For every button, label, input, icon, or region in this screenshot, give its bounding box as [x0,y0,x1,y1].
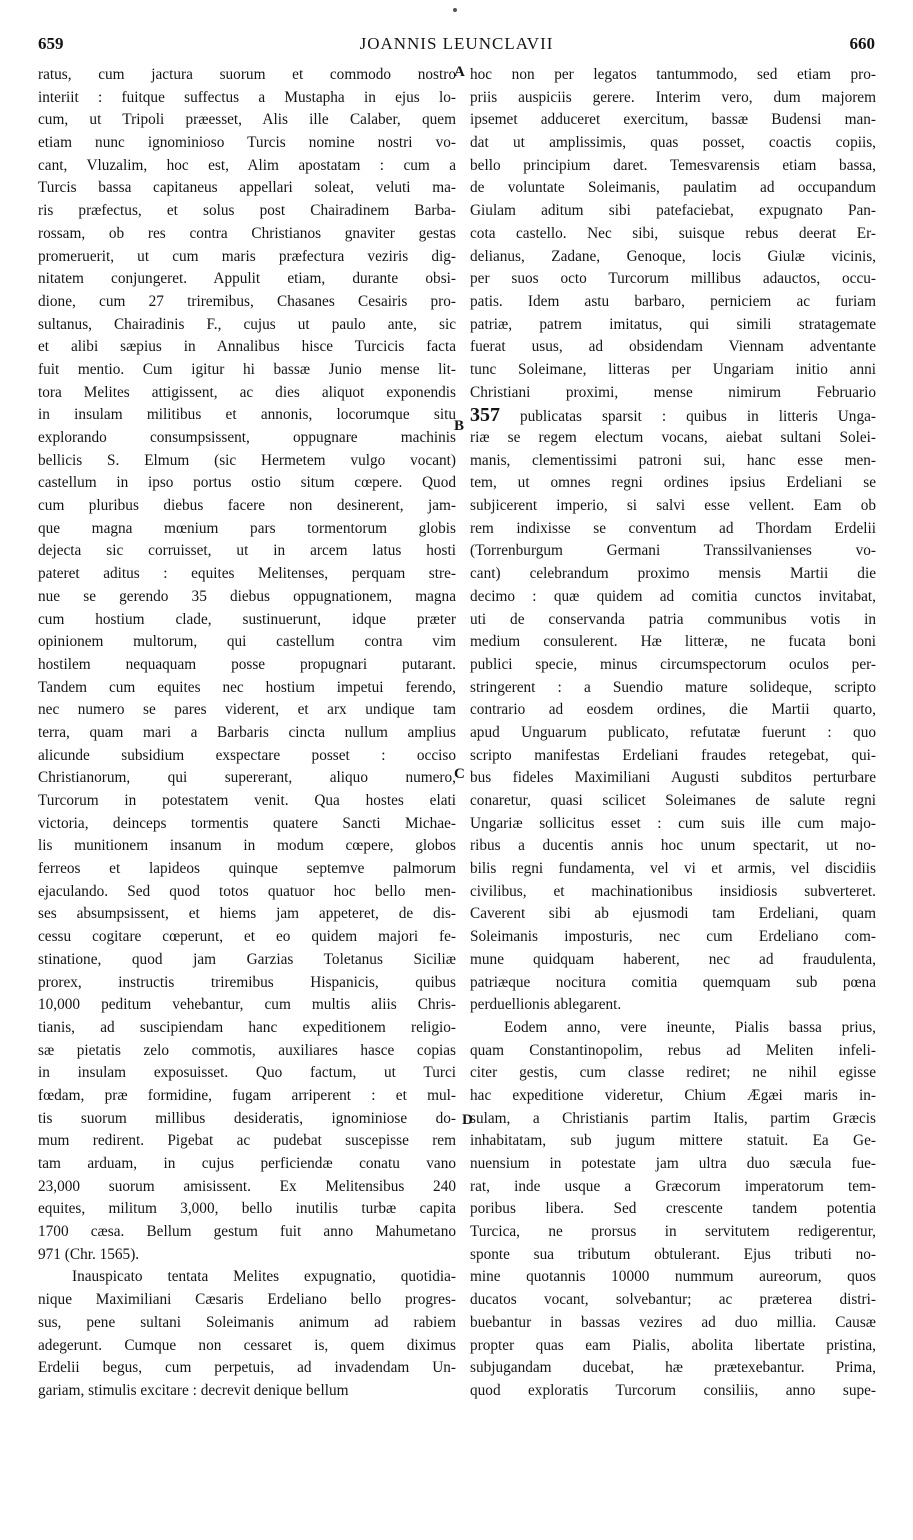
text-line: tem, ut omnes regni ordines ipsius Erdeliani se [470,474,876,492]
margin-letter-a: A [454,64,465,80]
text-line: dione, cum 27 triremibus, Chasanes Cesairis pro- [38,292,456,310]
text-line: cum, ut Tripoli præesset, Alis ille Calaber, quem [38,111,456,129]
text-line: in insulam exposuisset. Quo factum, ut Turci [38,1064,456,1082]
text-line: adegerunt. Cumque non cessaret is, quem diximus [38,1336,456,1354]
text-line: stinatione, quod jam Garzias Toletanus Siciliæ [38,950,456,968]
text-line: 23,000 suorum amisissent. Ex Melitensibus 240 [38,1177,456,1195]
text-line: Turcica, ne prorsus in servitutem redigerentur, [470,1223,876,1241]
text-line: citer gestis, cum classe rediret; ne nihil egisse [470,1064,876,1082]
text-line: equites, militum 3,000, bello inutilis turbæ capita [38,1200,456,1218]
text-line: subjugandam ducebat, hæ prætexebantur. Prima, [470,1359,876,1377]
text-line: patis. Idem astu barbaro, perniciem ac furiam [470,292,876,310]
text-line: cum pluribus diebus facere non desinerent, jam- [38,497,456,515]
text-line: nue se gerendo 35 diebus oppugnationem, magna [38,587,456,605]
text-line: publici specie, minus circumspectorum oculos per- [470,655,876,673]
text-line: perduellionis ablegarent. [470,996,622,1014]
page-header [0,34,913,58]
margin-letter-c: C [454,766,465,782]
margin-letter-b: B [454,418,465,434]
text-line: hac expeditione videretur, Chium Ægæi maris in- [470,1086,876,1104]
text-line: Soleimanis imposturis, nec cum Erdeliano com- [470,928,876,946]
text-line: de voluntate Soleimanis, paulatim ad occupandum [470,179,876,197]
text-line: inhabitatam, sub jugum mittere statuit. Ea Ge- [470,1132,876,1150]
text-line: civilibus, et machinationibus insidiosis subverteret. [470,882,876,900]
text-line: victoria, deinceps tormentis quatere Sancti Michae- [38,814,456,832]
text-line: Erdelii begus, cum perpetuis, ad invadendam Un- [38,1359,456,1377]
text-line: bus fideles Maximiliani Augusti subditos perturbare [470,769,876,787]
text-line: opinionem multorum, qui castellum contra vim [38,633,456,651]
text-line: stringerent : a Suendio mature solideque, scripto [470,678,876,696]
text-line: tunc Soleimane, litteras per Ungariam initio anni [470,360,876,378]
text-line: sponte sua tributum obtulerant. Ejus tributi no- [470,1245,876,1263]
text-line: castellum in ipso portus ostio situm cœpere. Quod [38,474,456,492]
text-line: Giulam aditum sibi patefaciebat, expugnato Pan- [470,202,876,220]
text-line: 971 (Chr. 1565). [38,1245,140,1263]
text-line: explorando consumpsissent, oppugnare machinis [38,429,456,446]
text-line: tianis, ad suscipiendam hanc expeditionem religio- [38,1018,456,1036]
text-line: poribus libera. Sed crescente tandem potentia [470,1200,876,1218]
text-line: rat, inde usque a Græcorum imperatorum tem- [470,1177,876,1195]
text-line: cant, Vluzalim, hoc est, Alim apostatam : cum a [38,156,456,174]
text-line: nitatem conjungeret. Appulit etiam, durante obsi- [38,270,456,288]
text-line: uti de conservanda patria communibus votis in [470,610,876,628]
text-line: quod exploratis Turcorum consiliis, anno supe- [470,1381,876,1399]
text-line: sus, pene sultani Soleimanis animum ad rabiem [38,1313,456,1331]
text-line: ris præfectus, et solus post Chairadinem Barba- [38,202,456,220]
text-line: gariam, stimulis excitare : decrevit denique bellum [38,1381,349,1399]
text-line: lis munitionem insanum in modum cœpere, globos [38,837,456,855]
left-column [38,64,456,1403]
margin-letter-d: D [462,1112,473,1128]
text-line: mum redirent. Pigebat ac pudebat suscepisse rem [38,1132,456,1150]
text-line: 1700 cæsa. Bellum gestum fuit anno Mahumetano [38,1223,456,1241]
text-line: quam Constantinopolim, rebus ad Meliten infeli- [470,1041,876,1059]
page-number-left: 659 [38,34,64,53]
text-line: riæ se regem electum vocans, aiebat sultani Solei- [470,429,876,446]
text-line: per suos octo Turcorum millibus adauctos, occu- [470,270,876,288]
text-line: que magna mœnium pars tormentorum globis [38,519,456,537]
text-line: subjicerent imperio, si salvi esse vellent. Eam ob [470,497,876,515]
text-line: rossam, ob res contra Christianos gnaviter gestas [38,224,456,242]
text-line: cessu cogitare cœperunt, et eo quidem majori fe- [38,928,456,946]
page-number-right: 660 [849,34,875,53]
text-line: priis auspiciis gerere. Interim vero, dum majorem [470,88,876,106]
text-line: buebantur in bassas vezires ad duo millia. Causæ [470,1313,876,1331]
text-line: terra, quam mari a Barbaris cincta nullum amplius [38,723,456,741]
text-line: nec numero se pares viderent, et arx undique tam [38,701,456,719]
text-line: pateret aditus : equites Melitenses, perquam stre- [38,565,456,583]
text-line: nique Maximiliani Cæsaris Erdeliano bello progres- [38,1291,456,1309]
text-line: Eodem anno, vere ineunte, Pialis bassa prius, [504,1018,876,1036]
text-line: 357 publicatas sparsit : quibus in litteris Unga- [470,404,876,427]
page-marker-number: 357 [470,404,500,427]
text-line: patriæque nocitura comitia quemquam sub pœna [470,973,876,991]
text-line: nuensium in potestate jam ultra duo sæcula fue- [470,1155,876,1172]
text-line: apud Unguarum publicato, refutatæ fuerunt : quo [470,723,876,741]
text-line: bilis regni fundamenta, vel vi et armis, vel discidiis [470,860,876,878]
text-line: mune quidquam haberent, nec ad fraudulenta, [470,950,876,968]
text-line: Christiani proximi, mense nimirum Februario [470,383,876,401]
text-line: promeruerit, ut cum maris præfectura veziris dig- [38,247,456,265]
text-line: dejecta sic corruisset, ut in arcem latus hosti [38,542,456,560]
text-line: conaretur, quasi scilicet Soleimanes de salute regni [470,792,876,809]
text-line: medium consulerent. Hæ litteræ, ne fucata boni [470,633,876,651]
text-line: Tandem cum equites nec hostium impetui ferendo, [38,678,456,696]
text-line: cum hostium clade, sustinuerunt, idque præter [38,610,456,628]
text-line: ribus a ducentis annis hoc unum spectarit, ut no- [470,837,876,855]
text-line: Inauspicato tentata Melites expugnatio, quotidia- [72,1268,456,1286]
text-line: et alibi sæpius in Annalibus hisce Turcicis facta [38,338,456,356]
right-column [470,64,876,1403]
text-line: scripto manifestas Erdeliani fraudes retegebat, qui- [470,746,876,764]
text-line: fœdam, præ formidine, fugam arriperent : et mul- [38,1086,456,1104]
text-line: alicunde subsidium exspectare posset : occiso [38,746,456,764]
text-line: (Torrenburgum Germani Transsilvanienses vo- [470,542,876,560]
text-line: Caverent sibi ab ejusmodi tam Erdeliani, quam [470,905,876,923]
text-line: interiit : fuitque suffectus a Mustapha in ejus lo- [38,88,456,106]
text-line: ses absumpsissent, et hiems jam appeteret, de dis- [38,905,456,923]
text-line: ducatos vocant, solvebantur; ac præterea distri- [470,1291,876,1309]
text-line: cant) celebrandum proximo mensis Martii die [470,565,876,583]
text-line: etiam nunc ignominioso Turcis nomine nostri vo- [38,134,456,152]
text-line: sæ pietatis zelo commotis, auxiliares hasce copias [38,1041,456,1059]
text-line: ferreos et lapideos quinque septemve palmorum [38,860,456,878]
text-line: ratus, cum jactura suorum et commodo nostro [38,66,456,83]
text-line: Ungariæ sollicitus esset : cum suis ille cum majo- [470,814,876,832]
text-line: Turcis bassa capitaneus appellari soleat, veluti ma- [38,179,456,197]
text-line: dat ut amplissimis, quas posset, coactis copiis, [470,134,876,152]
text-line: tora Melites attigissent, ac dies aliquot exponendis [38,383,456,401]
text-line: patriæ, patrem imitatus, qui simili stratagemate [470,315,876,333]
text-line: Christianorum, qui supererant, aliquo numero, [38,769,456,787]
text-line: mine quotannis 10000 nummum aureorum, quos [470,1268,876,1286]
text-line: decimo : quæ quidem ad comitia cunctos invitabat, [470,587,876,605]
text-line: delianus, Zadane, Genoque, locis Giulæ vicinis, [470,247,876,265]
text-line: in insulam militibus et annonis, locorumque situ [38,406,456,424]
text-line: contrario ad eosdem ordines, die Martii quarto, [470,701,876,719]
text-line: manis, clementissimi patroni sui, hanc esse men- [470,451,876,469]
text-line: ipsemet adduceret exercitum, bassæ Budensi man- [470,111,876,129]
text-line: cota castello. Nec sibi, suisque rebus deerat Er- [470,224,876,242]
printer-dot [453,8,457,12]
text-line: Turcorum in potestatem venit. Qua hostes elati [38,792,456,809]
text-line: prorex, instructis triremibus Hispanicis, quibus [38,973,456,991]
text-line: tis suorum millibus desideratis, ignominiose do- [38,1109,456,1127]
text-line: propter quas eam Pialis, abolita libertate pristina, [470,1336,876,1354]
text-line: 10,000 peditum vehebantur, cum multis aliis Chris- [38,996,456,1014]
text-line: sulam, a Christianis partim Italis, partim Græcis [470,1109,876,1127]
text-line: tam arduam, in cujus perficiendæ conatu vano [38,1155,456,1172]
text-line: ejaculando. Sed quod totos quatuor hoc bello men- [38,882,456,900]
text-line: bello principium daret. Temesvarensis etiam bassa, [470,156,876,174]
text-line: sultanus, Chairadinis F., cujus ut paulo ante, sic [38,315,456,333]
text-line: fuerat usus, ad obsidendam Viennam adventante [470,338,876,356]
text-line: bellicis S. Elmum (sic Hermetem vulgo vocant) [38,451,456,469]
text-line: hostilem nequaquam posse propugnari putarant. [38,655,456,673]
text-line: rem indixisse se conventum ad Thordam Erdelii [470,519,876,537]
text-line: fuit mentio. Cum igitur hi bassæ Junio mense lit- [38,360,456,378]
running-title: JOANNIS LEUNCLAVII [359,34,554,53]
text-line: hoc non per legatos tantummodo, sed etiam pro- [470,66,876,83]
